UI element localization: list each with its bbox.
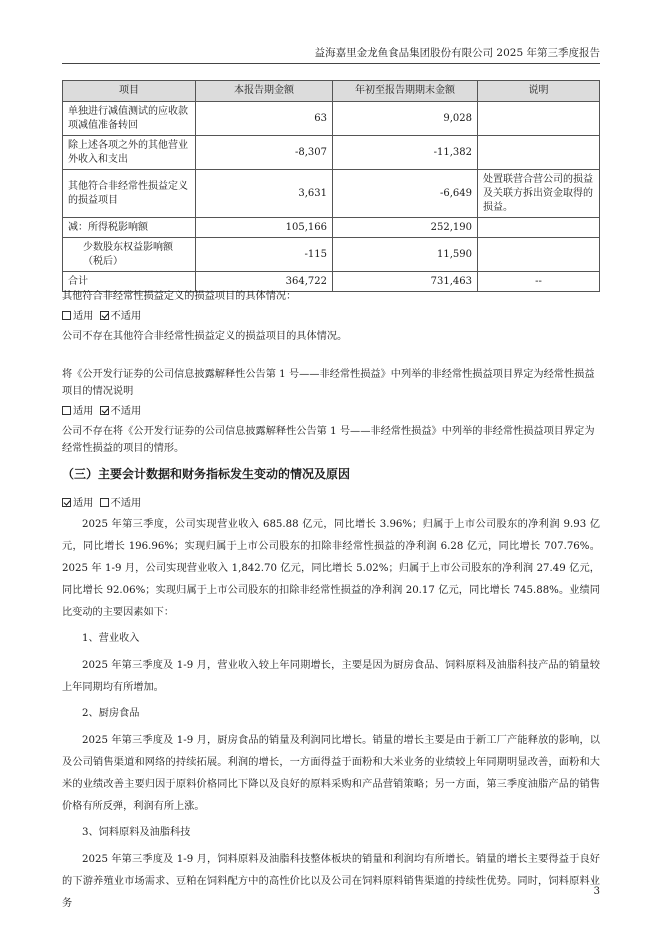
other-items-heading: 其他符合非经常性损益定义的损益项目的具体情况： (62, 291, 297, 302)
col-header-current: 本报告期金额 (196, 81, 333, 102)
row-ytd: -6,649 (333, 170, 478, 218)
row-ytd: 9,028 (333, 102, 478, 136)
col-header-item: 项目 (63, 81, 196, 102)
other-items-text: 公司不存在其他符合非经常性损益定义的损益项目的具体情况。 (62, 331, 348, 342)
apply-label: 适用 (73, 311, 94, 322)
apply-label: 适用 (73, 406, 94, 417)
row-note (478, 238, 600, 272)
row-current: 105,166 (196, 218, 333, 238)
row-item: 除上述各项之外的其他营业外收入和支出 (63, 136, 196, 170)
page-number: 3 (593, 886, 600, 897)
item-3-title: 3、饲料原料及油脂科技 (82, 827, 191, 838)
apply-checkbox-checked[interactable] (62, 498, 71, 507)
row-current: 63 (196, 102, 333, 136)
other-items-options (62, 308, 600, 325)
not-apply-label: 不适用 (110, 406, 142, 417)
non-recurring-gains-table (62, 80, 600, 292)
row-note: -- (478, 272, 600, 292)
apply-checkbox[interactable] (62, 311, 71, 320)
item-1-text: 2025 年第三季度及 1-9 月，营业收入较上年同期增长，主要是因为厨房食品、饲料原料及油脂科技产品的销量较上年同期均有所增加。 (62, 660, 600, 693)
row-note (478, 136, 600, 170)
row-item: 其他符合非经常性损益定义的损益项目 (63, 170, 196, 218)
reclass-text: 公司不存在将《公开发行证券的公司信息披露解释性公告第 1 号——非经常性损益》中列举的非经常性损益项目界定为经常性损益的项目的情形。 (62, 426, 595, 454)
row-current: -8,307 (196, 136, 333, 170)
table-row (63, 102, 600, 136)
reclass-section (62, 366, 600, 457)
row-item: 单独进行减值测试的应收款项减值准备转回 (63, 102, 196, 136)
reclass-heading: 将《公开发行证券的公司信息披露解释性公告第 1 号——非经常性损益》中列举的非经常性损益项目界定为经常性损益项目的情况说明 (62, 369, 595, 397)
table-header-row (63, 81, 600, 102)
row-note (478, 218, 600, 238)
row-ytd: -11,382 (333, 136, 478, 170)
not-apply-checkbox[interactable] (100, 498, 109, 507)
not-apply-checkbox-checked[interactable] (100, 406, 109, 415)
row-current: -115 (196, 238, 333, 272)
row-ytd: 731,463 (333, 272, 478, 292)
row-current: 3,631 (196, 170, 333, 218)
table-row (63, 136, 600, 170)
section-3-options (62, 495, 600, 512)
row-item: 少数股东权益影响额（税后） (63, 238, 196, 272)
other-items-section (62, 288, 600, 345)
item-2-title: 2、厨房食品 (82, 708, 140, 719)
item-3-text: 2025 年第三季度及 1-9 月，饲料原料及油脂科技整体板块的销量和利润均有所增长。销量的增长主要得益于良好的下游养殖业市场需求、豆粕在饲料配方中的高性价比以及公司在饲料原料销售渠道的持续性优势。同时，饲料原料业务 (62, 854, 600, 909)
row-ytd: 11,590 (333, 238, 478, 272)
row-ytd: 252,190 (333, 218, 478, 238)
header-divider (62, 63, 600, 64)
row-note (478, 102, 600, 136)
not-apply-checkbox-checked[interactable] (100, 311, 109, 320)
table-row (63, 170, 600, 218)
not-apply-label: 不适用 (110, 311, 142, 322)
row-item: 减：所得税影响额 (63, 218, 196, 238)
not-apply-label: 不适用 (110, 498, 142, 509)
item-2-text: 2025 年第三季度及 1-9 月，厨房食品的销量及利润同比增长。销量的增长主要是由于新工厂产能释放的影响，以及公司销售渠道和网络的持续拓展。利润的增长，一方面得益于面粉和大米业务的业绩较上年同期明显改善，面粉和大米的业绩改善主要归因于原料价格同比下降以及良好的原料采购和产品营销策略；另一方面，第三季度油脂产品的销售价格有所反弹，利润有所上涨。 (62, 735, 600, 812)
row-item: 合计 (63, 272, 196, 292)
row-note: 处置联营合营公司的损益及关联方拆出资金取得的损益。 (478, 170, 600, 218)
report-header: 益海嘉里金龙鱼食品集团股份有限公司 2025 年第三季度报告 (314, 47, 600, 59)
col-header-ytd: 年初至报告期期末金额 (333, 81, 478, 102)
item-1-title: 1、营业收入 (82, 633, 140, 644)
reclass-options (62, 403, 600, 420)
table-row (63, 218, 600, 238)
row-current: 364,722 (196, 272, 333, 292)
section-3-intro: 2025 年第三季度，公司实现营业收入 685.88 亿元，同比增长 3.96%；归属于上市公司股东的净利润 9.93 亿元，同比增长 196.96%；实现归属于上市公司股东的扣除非经常性损益的净利润 6.28 亿元，同比增长 707.76%。2025 年 1-9 月，公司实现营业收入 1,842.70 亿元，同比增长 5.02%；归属于上市公司股东的净利润 27.49 亿元，同比增长 92.06%；实现归属于上市公司股东的扣除非经常性损益的净利润 20.17 亿元，同比增长 745.88%。业绩同比变动的主要因素如下： (62, 519, 600, 618)
table-row (63, 238, 600, 272)
section-3 (62, 466, 600, 915)
apply-label: 适用 (73, 498, 94, 509)
apply-checkbox[interactable] (62, 406, 71, 415)
section-title: （三）主要会计数据和财务指标发生变动的情况及原因 (62, 467, 351, 481)
col-header-note: 说明 (478, 81, 600, 102)
